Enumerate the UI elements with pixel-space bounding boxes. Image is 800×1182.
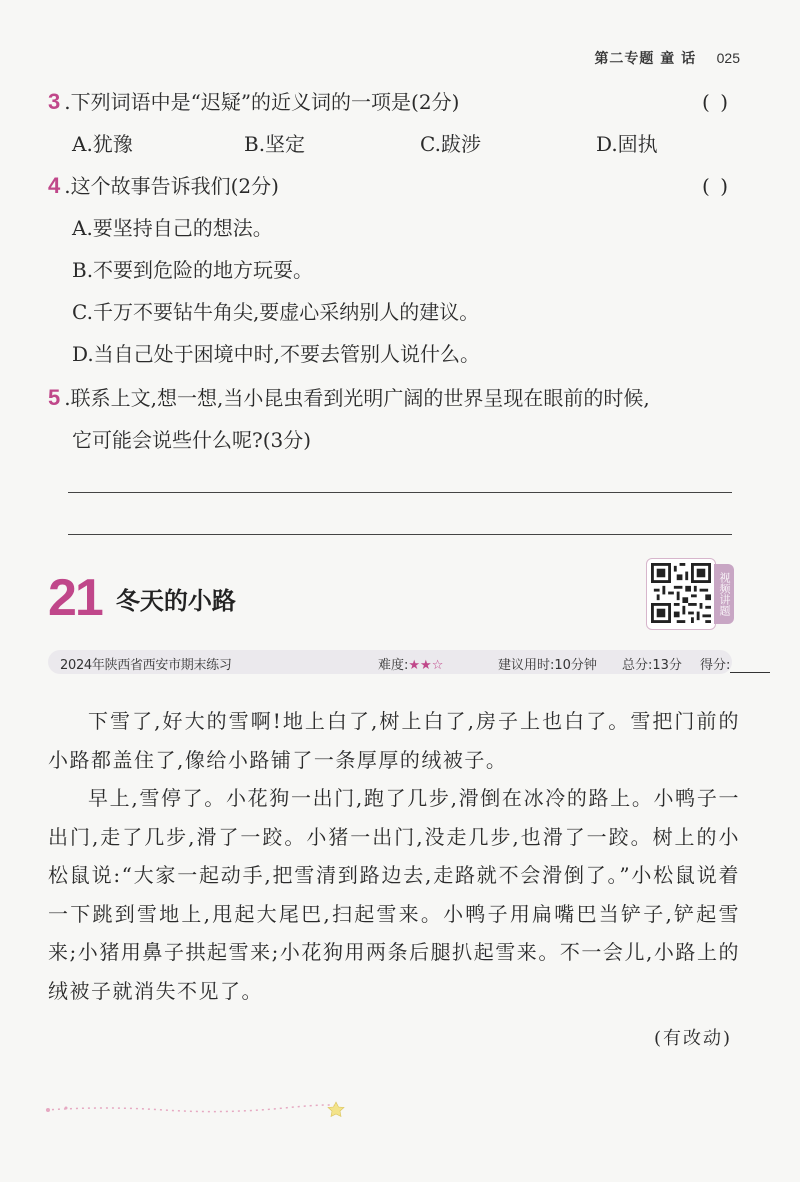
total-score: 总分:13分	[622, 658, 682, 673]
qr-code-icon	[651, 563, 711, 623]
lesson-heading	[48, 568, 236, 628]
question-text: .这个故事告诉我们(2分)	[64, 174, 279, 198]
difficulty-stars-icon: ★★☆	[408, 658, 444, 673]
chapter-title: 第二专题 童 话	[594, 51, 697, 67]
question-5-line-2: 它可能会说些什么呢?(3分)	[72, 428, 312, 452]
question-3	[48, 88, 738, 116]
option-a[interactable]: A.犹豫	[72, 132, 133, 156]
option-d[interactable]: D.固执	[596, 132, 658, 156]
option-a[interactable]: A.要坚持自己的想法。	[72, 216, 273, 240]
question-number: 4	[48, 173, 61, 198]
reading-passage	[48, 702, 740, 1010]
adaptation-note: (有改动)	[653, 1028, 732, 1049]
exercise-source: 2024年陕西省西安市期末练习	[60, 658, 232, 673]
option-b[interactable]: B.坚定	[244, 132, 306, 156]
page-number: 025	[716, 50, 740, 66]
video-explanation-tab[interactable]: 视频讲题	[714, 564, 734, 624]
page-header	[0, 48, 740, 68]
question-text-line-1: .联系上文,想一想,当小昆虫看到光明广阔的世界呈现在眼前的时候,	[64, 386, 650, 410]
score-field	[700, 654, 770, 673]
option-d[interactable]: D.当自己处于困境中时,不要去管别人说什么。	[72, 342, 481, 366]
passage-paragraph-1: 下雪了,好大的雪啊!地上白了,树上白了,房子上也白了。雪把门前的小路都盖住了,像给小路铺了一条厚厚的绒被子。	[48, 709, 740, 772]
score-label: 得分:	[700, 658, 731, 673]
decorative-dotted-line-icon	[44, 1096, 354, 1120]
answer-bracket[interactable]: ( )	[702, 174, 730, 198]
answer-bracket[interactable]: ( )	[702, 90, 730, 114]
suggested-time: 建议用时:10分钟	[498, 658, 597, 673]
question-number: 5	[48, 385, 61, 410]
passage-paragraph-2: 早上,雪停了。小花狗一出门,跑了几步,滑倒在冰冷的路上。小鸭子一出门,走了几步,滑了一跤。小猪一出门,没走几步,也滑了一跤。树上的小松鼠说:“大家一起动手,把雪清到路边去,走路就不会滑倒了。”小松鼠说着一下跳到雪地上,甩起大尾巴,扫起雪来。小鸭子用扁嘴巴当铲子,铲起雪来;小猪用鼻子拱起雪来;小花狗用两条后腿扒起雪来。不一会儿,小路上的绒被子就消失不见了。	[48, 786, 740, 1003]
answer-line[interactable]	[68, 492, 732, 493]
question-5	[48, 384, 738, 412]
difficulty-label: 难度:	[378, 658, 409, 673]
question-4	[48, 172, 738, 200]
difficulty	[378, 654, 443, 673]
option-b[interactable]: B.不要到危险的地方玩耍。	[72, 258, 314, 282]
option-c[interactable]: C.跋涉	[420, 132, 481, 156]
score-blank[interactable]	[730, 658, 770, 673]
question-text: .下列词语中是“迟疑”的近义词的一项是(2分)	[64, 90, 460, 114]
lesson-number: 21	[48, 569, 102, 627]
exercise-info-bar	[48, 650, 732, 674]
option-c[interactable]: C.千万不要钻牛角尖,要虚心采纳别人的建议。	[72, 300, 480, 324]
lesson-title: 冬天的小路	[115, 586, 236, 615]
qr-code[interactable]	[646, 558, 716, 630]
answer-line[interactable]	[68, 534, 732, 535]
question-number: 3	[48, 89, 61, 114]
